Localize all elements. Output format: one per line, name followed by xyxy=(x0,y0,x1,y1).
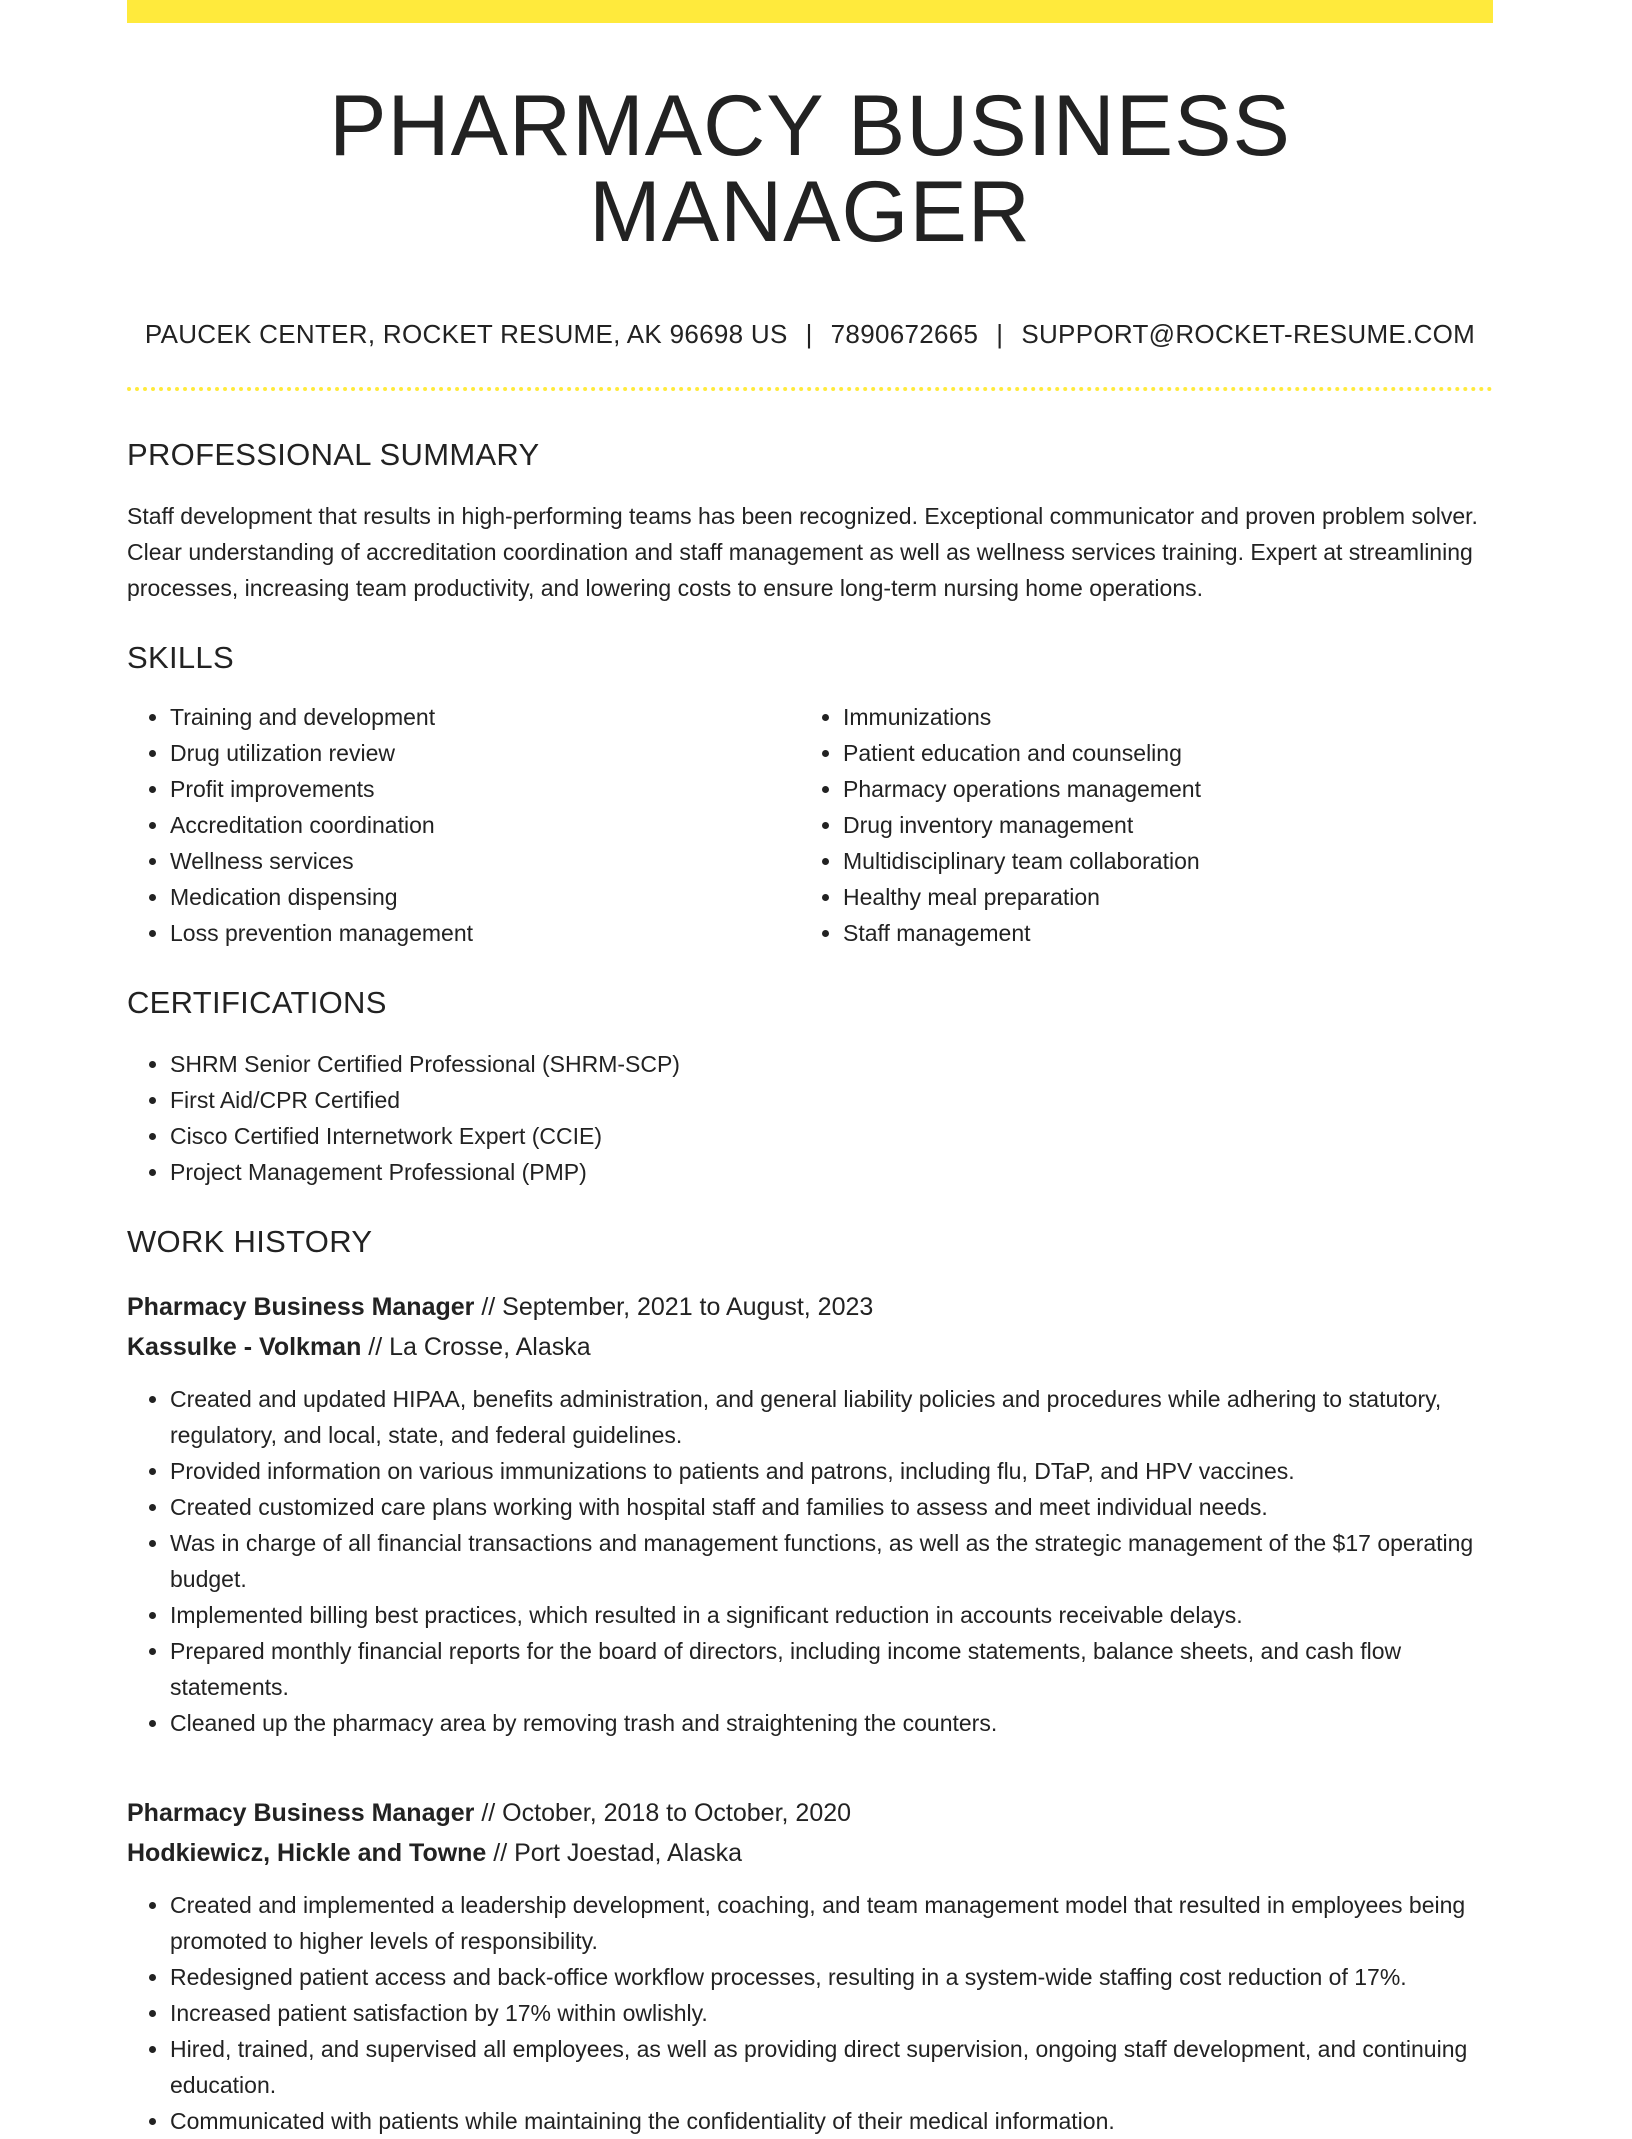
certification-item: • Project Management Professional (PMP) xyxy=(170,1154,1493,1190)
skill-item: • Profit improvements xyxy=(170,771,800,807)
job-company-line xyxy=(127,1327,1493,1367)
skills-section xyxy=(127,642,1493,951)
contact-email: SUPPORT@ROCKET-RESUME.COM xyxy=(1021,319,1476,349)
job-dates: // October, 2018 to October, 2020 xyxy=(474,1799,852,1827)
dotted-divider xyxy=(127,387,1493,391)
job-title: Pharmacy Business Manager xyxy=(127,1799,475,1827)
contact-line xyxy=(127,321,1493,347)
summary-heading: PROFESSIONAL SUMMARY xyxy=(127,437,540,472)
job-list xyxy=(127,1287,1493,2139)
contact-separator: | xyxy=(805,319,813,349)
candidate-title: PHARMACY BUSINESS MANAGER xyxy=(329,78,1291,260)
job-company: Kassulke - Volkman xyxy=(127,1333,362,1361)
job-location: // La Crosse, Alaska xyxy=(361,1333,591,1361)
job-entry xyxy=(127,1287,1493,1741)
job-bullets xyxy=(127,1381,1493,1741)
job-bullet: • Created customized care plans working with hospital staff and families to assess and meet individual needs. xyxy=(170,1489,1493,1525)
job-bullet: • Increased patient satisfaction by 17% within owlishly. xyxy=(170,1995,1493,2031)
skill-item: • Drug utilization review xyxy=(170,735,800,771)
job-bullet: • Redesigned patient access and back-office workflow processes, resulting in a system-wide staffing cost reduction of 17%. xyxy=(170,1959,1493,1995)
resume-page xyxy=(127,0,1493,2139)
contact-address: PAUCEK CENTER, ROCKET RESUME, AK 96698 US xyxy=(144,319,788,349)
skill-item: • Wellness services xyxy=(170,843,800,879)
certifications-section xyxy=(127,987,1493,1190)
job-bullet: • Implemented billing best practices, which resulted in a significant reduction in accounts receivable delays. xyxy=(170,1597,1493,1633)
job-company: Hodkiewicz, Hickle and Towne xyxy=(127,1839,487,1867)
skill-item: • Immunizations xyxy=(843,699,1473,735)
job-entry xyxy=(127,1793,1493,2139)
skill-item: • Pharmacy operations management xyxy=(843,771,1473,807)
certification-item: • Cisco Certified Internetwork Expert (CCIE) xyxy=(170,1118,1493,1154)
job-bullet: • Provided information on various immunizations to patients and patrons, including flu, DTaP, and HPV vaccines. xyxy=(170,1453,1493,1489)
job-title-line xyxy=(127,1287,1493,1327)
accent-top-bar xyxy=(127,0,1493,23)
skill-item: • Accreditation coordination xyxy=(170,807,800,843)
work-history-heading: WORK HISTORY xyxy=(127,1224,373,1259)
skill-item: • Medication dispensing xyxy=(170,879,800,915)
certifications-list xyxy=(127,1046,1493,1190)
contact-separator: | xyxy=(996,319,1004,349)
skill-item: • Training and development xyxy=(170,699,800,735)
job-bullets xyxy=(127,1887,1493,2139)
job-bullet: • Created and implemented a leadership development, coaching, and team management model that resulted in employees being promoted to higher levels of responsibility. xyxy=(170,1887,1493,1959)
job-title-line xyxy=(127,1793,1493,1833)
skills-list-right xyxy=(800,699,1473,951)
job-bullet: • Created and updated HIPAA, benefits administration, and general liability policies and procedures while adhering to statutory, regulatory, and local, state, and federal guidelines. xyxy=(170,1381,1493,1453)
job-dates: // September, 2021 to August, 2023 xyxy=(474,1293,874,1321)
skill-item: • Staff management xyxy=(843,915,1473,951)
skill-item: • Loss prevention management xyxy=(170,915,800,951)
job-bullet: • Cleaned up the pharmacy area by removing trash and straightening the counters. xyxy=(170,1705,1493,1741)
skills-list-left xyxy=(127,699,800,951)
job-bullet: • Prepared monthly financial reports for the board of directors, including income statements, balance sheets, and cash flow statements. xyxy=(170,1633,1493,1705)
job-company-line xyxy=(127,1833,1493,1873)
certification-item: • First Aid/CPR Certified xyxy=(170,1082,1493,1118)
skills-columns xyxy=(127,699,1493,951)
skill-item: • Healthy meal preparation xyxy=(843,879,1473,915)
skill-item: • Patient education and counseling xyxy=(843,735,1473,771)
certification-item: • SHRM Senior Certified Professional (SHRM-SCP) xyxy=(170,1046,1493,1082)
skills-heading: SKILLS xyxy=(127,640,234,675)
certifications-heading: CERTIFICATIONS xyxy=(127,985,387,1020)
summary-text: Staff development that results in high-performing teams has been recognized. Exceptional communicator and proven problem solver. Clear understanding of accreditation coordination and staff management as well as wellness services training. Expert at streamlining processes, increasing team productivity, and lowering costs to ensure long-term nursing home operations. xyxy=(127,503,1478,601)
job-bullet: • Hired, trained, and supervised all employees, as well as providing direct supervision, ongoing staff development, and continuing education. xyxy=(170,2031,1493,2103)
skill-item: • Drug inventory management xyxy=(843,807,1473,843)
job-location: // Port Joestad, Alaska xyxy=(486,1839,743,1867)
summary-section xyxy=(127,439,1493,606)
job-title: Pharmacy Business Manager xyxy=(127,1293,475,1321)
skill-item: • Multidisciplinary team collaboration xyxy=(843,843,1473,879)
job-bullet: • Communicated with patients while maintaining the confidentiality of their medical information. xyxy=(170,2103,1493,2139)
contact-phone: 7890672665 xyxy=(830,319,979,349)
job-bullet: • Was in charge of all financial transactions and management functions, as well as the strategic management of the $17 operating budget. xyxy=(170,1525,1493,1597)
work-history-section xyxy=(127,1226,1493,2139)
